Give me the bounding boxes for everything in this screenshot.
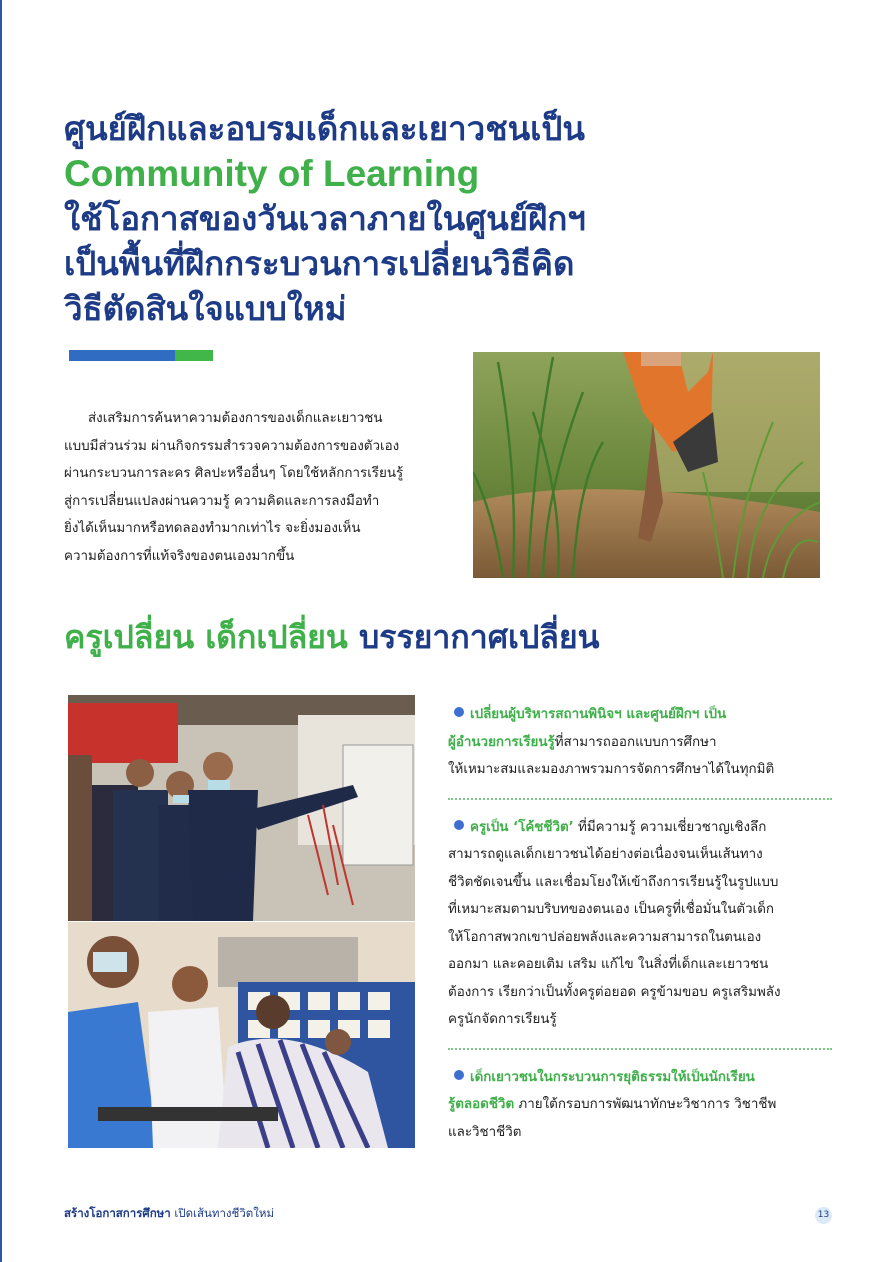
accent-bar-blue [69,350,175,361]
bullet-item-1 [448,701,832,784]
bullet-2-highlight: ครูเป็น ‘โค้ชชีวิต’ [470,819,574,835]
bullet-2-line: ออกมา และคอยเติม เสริม แก้ไข ในสิ่งที่เด็กและเยาวชน [448,957,769,972]
bullet-dot-icon [454,707,464,717]
bullet-item-3 [448,1064,832,1147]
bullet-2-line: ต้องการ เรียกว่าเป็นทั้งครูต่อยอด ครูข้ามขอบ ครูเสริมพลัง [448,984,781,1000]
photo-lemongrass-planting [473,352,820,578]
bullet-list [448,701,832,1146]
headline-line-3: ใช้โอกาสของวันเวลาภายในศูนย์ฝึกฯ [64,199,586,238]
intro-line: ความต้องการที่แท้จริงของตนเองมากขึ้น [64,548,295,564]
bullet-1-highlight: เปลี่ยนผู้บริหารสถานพินิจฯ และศูนย์ฝึกฯ เป็น [470,707,727,722]
headline-line-2: Community of Learning [64,153,480,194]
section-title-navy: บรรยากาศเปลี่ยน [358,618,600,656]
bullet-2-line: ครูนักจัดการเรียนรู้ [448,1012,557,1027]
bullet-3-text: ภายใต้กรอบการพัฒนาทักษะวิชาการ วิชาชีพ [514,1097,777,1112]
bullet-1-text: ที่สามารถออกแบบการศึกษา [554,734,717,750]
intro-line: ส่งเสริมการค้นหาความต้องการของเด็กและเยาวชน [88,411,383,426]
bullet-2-line: ชีวิตชัดเจนขึ้น และเชื่อมโยงให้เข้าถึงการเรียนรู้ในรูปแบบ [448,874,779,890]
headline-line-4: เป็นพื้นที่ฝึกกระบวนการเปลี่ยนวิธีคิด [64,244,575,283]
bullet-1-highlight-2: ผู้อำนวยการเรียนรู้ [448,734,555,750]
accent-bar [69,350,213,361]
photo-barber-training [68,922,415,1148]
page-footer [64,1205,274,1223]
intro-line: สู่การเปลี่ยนแปลงผ่านความรู้ ความคิดและการลงมือทำ [64,493,380,509]
bullet-dot-icon [454,1070,464,1080]
intro-line: ผ่านกระบวนการละคร ศิลปะหรืออื่นๆ โดยใช้หลักการเรียนรู้ [64,466,404,481]
bullet-2-line: สามารถดูแลเด็กเยาวชนได้อย่างต่อเนื่องจนเห็นเส้นทาง [448,847,763,862]
footer-subtitle: เปิดเส้นทางชีวิตใหม่ [170,1206,275,1220]
bullet-item-2 [448,814,832,1034]
bullet-2-line: ให้โอกาสพวกเขาปล่อยพลังและความสามารถในตนเอง [448,929,762,945]
section-title-green: ครูเปลี่ยน เด็กเปลี่ยน [64,618,348,656]
page-edge-line [0,0,2,1262]
accent-bar-green [175,350,213,361]
bullet-3-line: และวิชาชีวิต [448,1124,522,1140]
bullet-2-line: ที่เหมาะสมตามบริบทของตนเอง เป็นครูที่เชื่อมั่นในตัวเด็ก [448,902,775,917]
photo-electrical-workshop [68,695,415,921]
intro-line: ยิ่งได้เห็นมากหรือทดลองทำมากเท่าไร จะยิ่งมองเห็น [64,521,361,536]
bullet-3-highlight-2: รู้ตลอดชีวิต [448,1097,515,1112]
bullet-dot-icon [454,820,464,830]
page-number: 13 [815,1207,832,1224]
footer-title: สร้างโอกาสการศึกษา [64,1206,171,1220]
bullet-divider [448,798,832,800]
bullet-3-highlight: เด็กเยาวชนในกระบวนการยุติธรรมให้เป็นนักเรียน [470,1069,755,1085]
headline-line-5: วิธีตัดสินใจแบบใหม่ [64,289,347,328]
bullet-divider [448,1048,832,1050]
bullet-2-text: ที่มีความรู้ ความเชี่ยวชาญเชิงลึก [573,819,767,835]
headline-line-1: ศูนย์ฝึกและอบรมเด็กและเยาวชนเป็น [64,109,585,148]
intro-paragraph [64,405,442,570]
section-title [64,615,599,659]
page-headline [64,106,824,331]
bullet-1-line: ให้เหมาะสมและมองภาพรวมการจัดการศึกษาได้ในทุกมิติ [448,762,775,777]
intro-line: แบบมีส่วนร่วม ผ่านกิจกรรมสำรวจความต้องการของตัวเอง [64,438,400,454]
